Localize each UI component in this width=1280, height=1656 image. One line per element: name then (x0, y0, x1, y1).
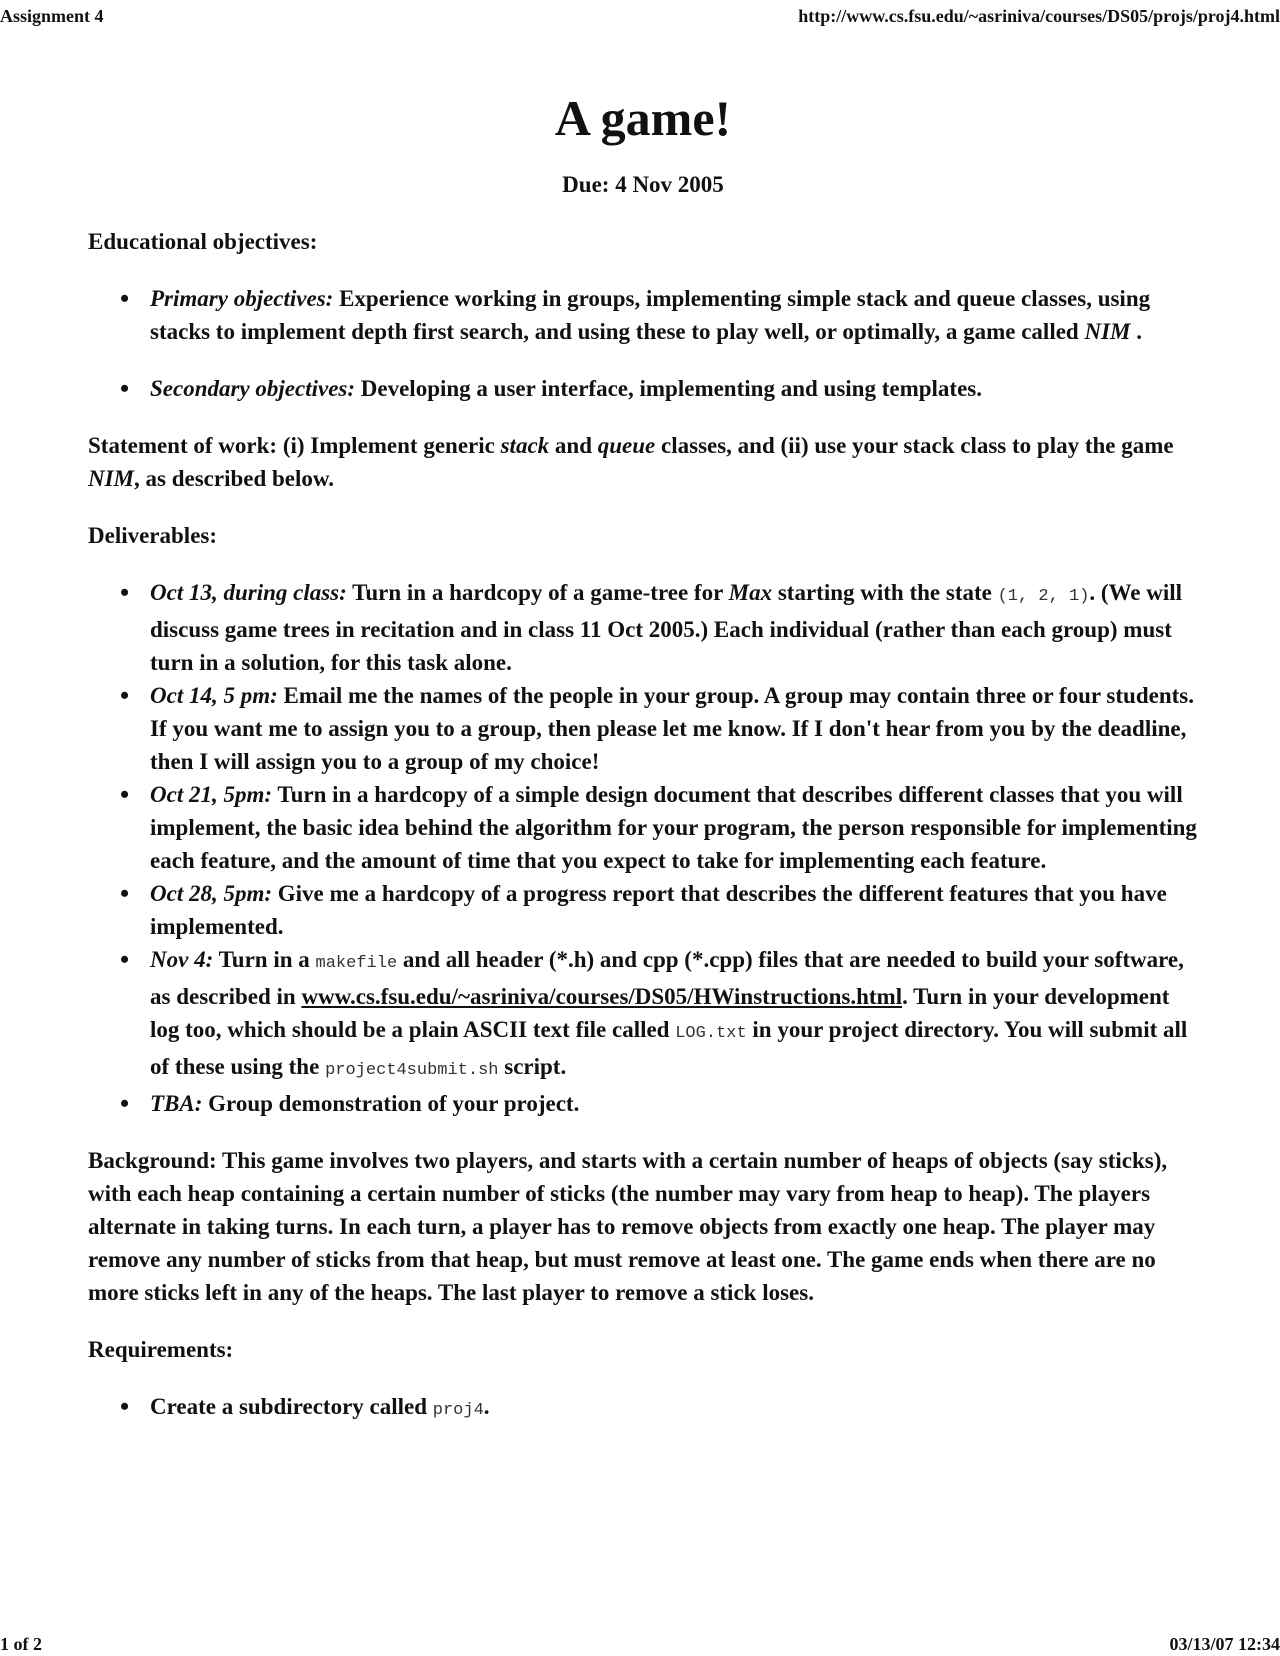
objective-text: Developing a user interface, implementing and using templates. (355, 376, 982, 401)
deliverables-list (88, 576, 1198, 1120)
deliverable-date: Oct 13, during class: (150, 580, 347, 605)
list-item (120, 576, 1198, 679)
bullet-icon: • (120, 578, 130, 607)
requirements-heading: Requirements: (88, 1337, 234, 1362)
stack-term: stack (500, 433, 550, 458)
list-item (120, 282, 1198, 348)
print-footer-page: 1 of 2 (0, 1634, 42, 1654)
objective-label: Secondary objectives: (150, 376, 356, 401)
background-paragraph: Background: This game involves two players, and starts with a certain number of heaps of objects (say sticks), with each heap containing a certain number of sticks (the number may vary from heap to heap). The players alternate in taking turns. In each turn, a player has to remove objects from exactly one heap. The player may remove any number of sticks from that heap, but must remove at least one. The game ends when there are no more sticks left in any of the heaps. The last player to remove a stick loses. (88, 1148, 1168, 1305)
submit-script-code: project4submit.sh (325, 1061, 499, 1080)
statement-of-work (88, 429, 1198, 495)
bullet-icon: • (120, 1089, 130, 1118)
deliverable-text: . Turn in your development log too, which should be a plain ASCII text file called (150, 984, 1170, 1042)
list-item (120, 679, 1198, 778)
bullet-icon: • (120, 374, 130, 403)
deliverable-text: script. (498, 1054, 567, 1079)
proj-dir-code: proj4 (432, 1401, 484, 1420)
objectives-heading: Educational objectives: (88, 229, 318, 254)
print-header-url: http://www.cs.fsu.edu/~asriniva/courses/DS05/projs/proj4.html (798, 6, 1280, 26)
log-file-code: LOG.txt (675, 1024, 747, 1043)
deliverable-date: Nov 4: (150, 947, 214, 972)
due-date: Due: 4 Nov 2005 (562, 172, 724, 197)
bullet-icon: • (120, 780, 130, 809)
bullet-icon: • (120, 879, 130, 908)
requirement-text: . (483, 1394, 490, 1419)
queue-term: queue (597, 433, 656, 458)
deliverable-text: Turn in a hardcopy of a game-tree for (346, 580, 729, 605)
deliverable-text: and all header (*.h) and cpp (*.cpp) files that are needed to build your software, as described in (150, 947, 1184, 1009)
deliverable-date: Oct 21, 5pm: (150, 782, 273, 807)
deliverable-date: Oct 14, 5 pm: (150, 683, 278, 708)
deliverable-text: in your project directory. You will submit all of these using the (150, 1017, 1188, 1079)
document-body (88, 80, 1198, 1451)
bullet-icon: • (120, 1392, 130, 1421)
bullet-icon: • (120, 945, 130, 974)
deliverable-text: Group demonstration of your project. (202, 1091, 580, 1116)
objective-text: Experience working in groups, implementing simple stack and queue classes, using stacks to implement depth first search, and using these to play well, or optimally, a game called (150, 286, 1151, 344)
deliverable-date: TBA: (150, 1091, 203, 1116)
deliverable-text: Give me a hardcopy of a progress report that describes the different features that you have implemented. (150, 881, 1167, 939)
deliverable-date: Oct 28, 5pm: (150, 881, 273, 906)
makefile-code: makefile (315, 954, 398, 973)
max-term: Max (728, 580, 773, 605)
hw-instructions-link[interactable]: www.cs.fsu.edu/~asriniva/courses/DS05/HWinstructions.html (301, 984, 903, 1009)
list-item (120, 778, 1198, 877)
list-item (120, 1390, 1198, 1427)
list-item (120, 943, 1198, 1087)
objectives-list (88, 282, 1198, 405)
nim-term: NIM (1084, 319, 1131, 344)
requirement-text: Create a subdirectory called (150, 1394, 433, 1419)
statement-text: and (549, 433, 598, 458)
print-footer-datetime: 03/13/07 12:34 (1169, 1634, 1280, 1654)
bullet-icon: • (120, 681, 130, 710)
requirements-list (88, 1390, 1198, 1427)
list-item (120, 372, 1198, 405)
objective-text-end: . (1130, 319, 1142, 344)
list-item (120, 1087, 1198, 1120)
page-title: A game! (554, 90, 732, 146)
deliverable-text: Turn in a (213, 947, 316, 972)
statement-text: classes, and (ii) use your stack class to play the game (655, 433, 1174, 458)
statement-text: Statement of work: (i) Implement generic (88, 433, 501, 458)
deliverable-text: Turn in a hardcopy of a simple design document that describes different classes that you will implement, the basic idea behind the algorithm for your program, the person responsible for implementing each feature, and the amount of time that you expect to take for implementing each feature. (150, 782, 1197, 873)
print-header-title: Assignment 4 (0, 6, 104, 26)
deliverable-text: starting with the state (772, 580, 998, 605)
nim-term: NIM (88, 466, 135, 491)
list-item (120, 877, 1198, 943)
deliverables-heading: Deliverables: (88, 523, 218, 548)
bullet-icon: • (120, 284, 130, 313)
deliverable-text: Email me the names of the people in your group. A group may contain three or four students. If you want me to assign you to a group, then please let me know. If I don't hear from you by the deadline, then I will assign you to a group of my choice! (150, 683, 1194, 774)
objective-label: Primary objectives: (150, 286, 334, 311)
statement-text: , as described below. (134, 466, 334, 491)
deliverable-text: . (We will discuss game trees in recitation and in class 11 Oct 2005.) Each individual (rather than each group) must turn in a solution, for this task alone. (150, 580, 1183, 675)
state-code: (1, 2, 1) (997, 587, 1090, 606)
